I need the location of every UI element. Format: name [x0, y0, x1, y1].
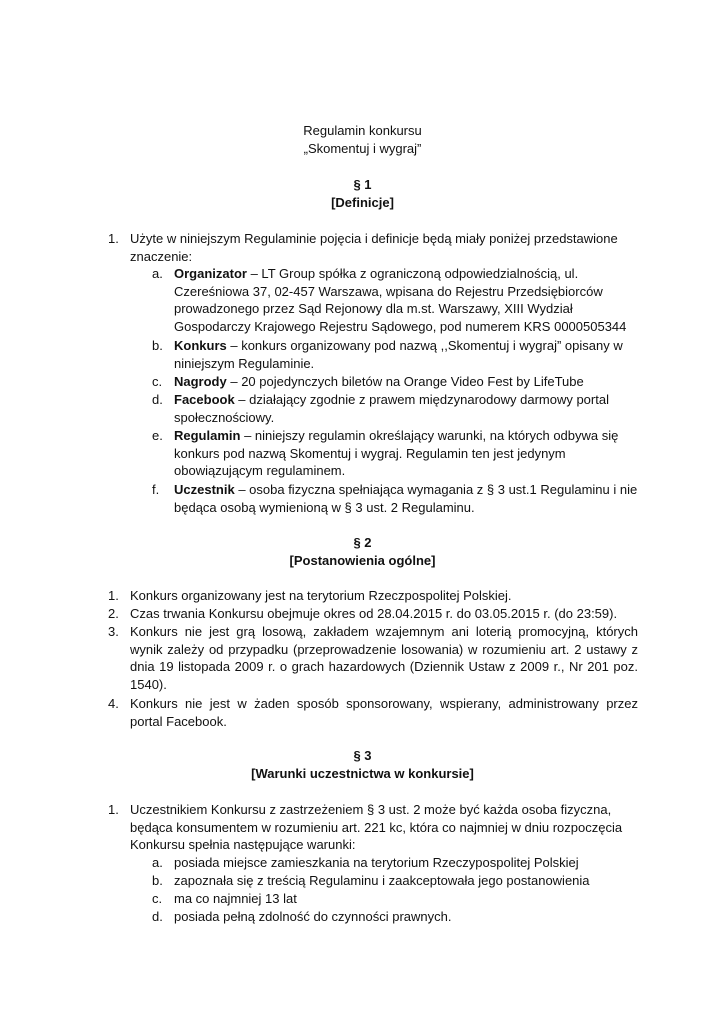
definition-term: Nagrody [174, 374, 227, 389]
list-number: 1. [108, 231, 119, 246]
def-letter: f. [152, 482, 160, 497]
list-number: 2. [108, 606, 119, 621]
def-letter: b. [152, 338, 163, 353]
definition-text: – konkurs organizowany pod nazwą ,,Skomentuj i wygraj” opisany w niniejszym Regulaminie. [174, 338, 623, 371]
list-item-text: Czas trwania Konkursu obejmuje okres od 28.04.2015 r. do 03.05.2015 r. (do 23:59). [130, 606, 618, 621]
definition-text: – LT Group spółka z ograniczoną odpowiedzialnością, ul. Czereśniowa 37, 02-457 Warszawa, wpisana do Rejestru Przedsiębiorców prowadzonego przez Sąd Rejonowy dla m.st. Warszawy, XIII Wydział Gospodarczy Krajowego Rejestru Sądowego, pod numerem KRS 0000505344 [174, 266, 627, 334]
condition-letter: b. [152, 873, 163, 888]
definition-term: Uczestnik [174, 482, 235, 497]
list-item-text: Użyte w niniejszym Regulaminie pojęcia i definicje będą miały poniżej przedstawione znaczenie: [130, 231, 618, 264]
section-2-sign: § 2 [353, 535, 372, 550]
section-1-sign: § 1 [353, 177, 372, 192]
definition-item [174, 481, 644, 516]
definition-item [174, 373, 644, 391]
definition-text: – 20 pojedynczych biletów na Orange Video Fest by LifeTube [226, 374, 584, 389]
condition-text: ma co najmniej 13 lat [174, 891, 297, 906]
definition-term: Organizator [174, 266, 247, 281]
definition-text: – działający zgodnie z prawem międzynarodowy darmowy portal społecznościowy. [174, 392, 609, 425]
list-item-text: Konkurs organizowany jest na terytorium Rzeczpospolitej Polskiej. [130, 588, 512, 603]
def-letter: c. [152, 374, 163, 389]
condition-text: zapoznała się z treścią Regulaminu i zaakceptowała jego postanowienia [174, 873, 590, 888]
definition-item [174, 337, 639, 372]
def-letter: a. [152, 266, 163, 281]
definition-item [174, 427, 636, 480]
list-item-text: Uczestnikiem Konkursu z zastrzeżeniem § 3 ust. 2 może być każda osoba fizyczna, będąca konsumentem w rozumieniu art. 221 kc, która co najmniej w dniu rozpoczęcia Konkursu spełnia następujące warunki: [130, 802, 623, 852]
condition-text: posiada miejsce zamieszkania na terytorium Rzeczypospolitej Polskiej [174, 855, 579, 870]
definition-term: Konkurs [174, 338, 227, 353]
list-number: 1. [108, 588, 119, 603]
definition-item [174, 391, 634, 426]
list-item-text: Konkurs nie jest w żaden sposób sponsorowany, wspierany, administrowany przez portal Facebook. [130, 696, 638, 729]
list-number: 4. [108, 696, 119, 711]
definition-term: Facebook [174, 392, 235, 407]
section-3-sign: § 3 [353, 748, 372, 763]
condition-letter: d. [152, 909, 163, 924]
contest-name: „Skomentuj i wygraj” [303, 141, 422, 156]
definition-text: – osoba fizyczna spełniająca wymagania z § 3 ust.1 Regulaminu i nie będąca osobą wymienioną w § 3 ust. 2 Regulaminu. [174, 482, 638, 515]
def-letter: e. [152, 428, 163, 443]
section-1-title: [Definicje] [331, 195, 394, 210]
definition-item [174, 265, 634, 335]
section-2-title: [Postanowienia ogólne] [289, 553, 436, 568]
section-3-title: [Warunki uczestnictwa w konkursie] [251, 766, 474, 781]
condition-text: posiada pełną zdolność do czynności prawnych. [174, 909, 452, 924]
definition-term: Regulamin [174, 428, 241, 443]
list-number: 3. [108, 624, 119, 639]
condition-letter: a. [152, 855, 163, 870]
list-item-text: Konkurs nie jest grą losową, zakładem wzajemnym ani loterią promocyjną, których wynik zależy od przypadku (przeprowadzenie losowania) w rozumieniu art. 2 ustawy z dnia 19 listopada 2009 r. o grach hazardowych (Dziennik Ustaw z 2009 r., Nr 201 poz. 1540). [130, 624, 638, 692]
list-number: 1. [108, 802, 119, 817]
def-letter: d. [152, 392, 163, 407]
definition-text: – niniejszy regulamin określający warunki, na których odbywa się konkurs pod nazwą Skomentuj i wygraj. Regulamin ten jest jedynym obowiązującym regulaminem. [174, 428, 619, 478]
document-title: Regulamin konkursu [303, 123, 422, 138]
condition-letter: c. [152, 891, 163, 906]
